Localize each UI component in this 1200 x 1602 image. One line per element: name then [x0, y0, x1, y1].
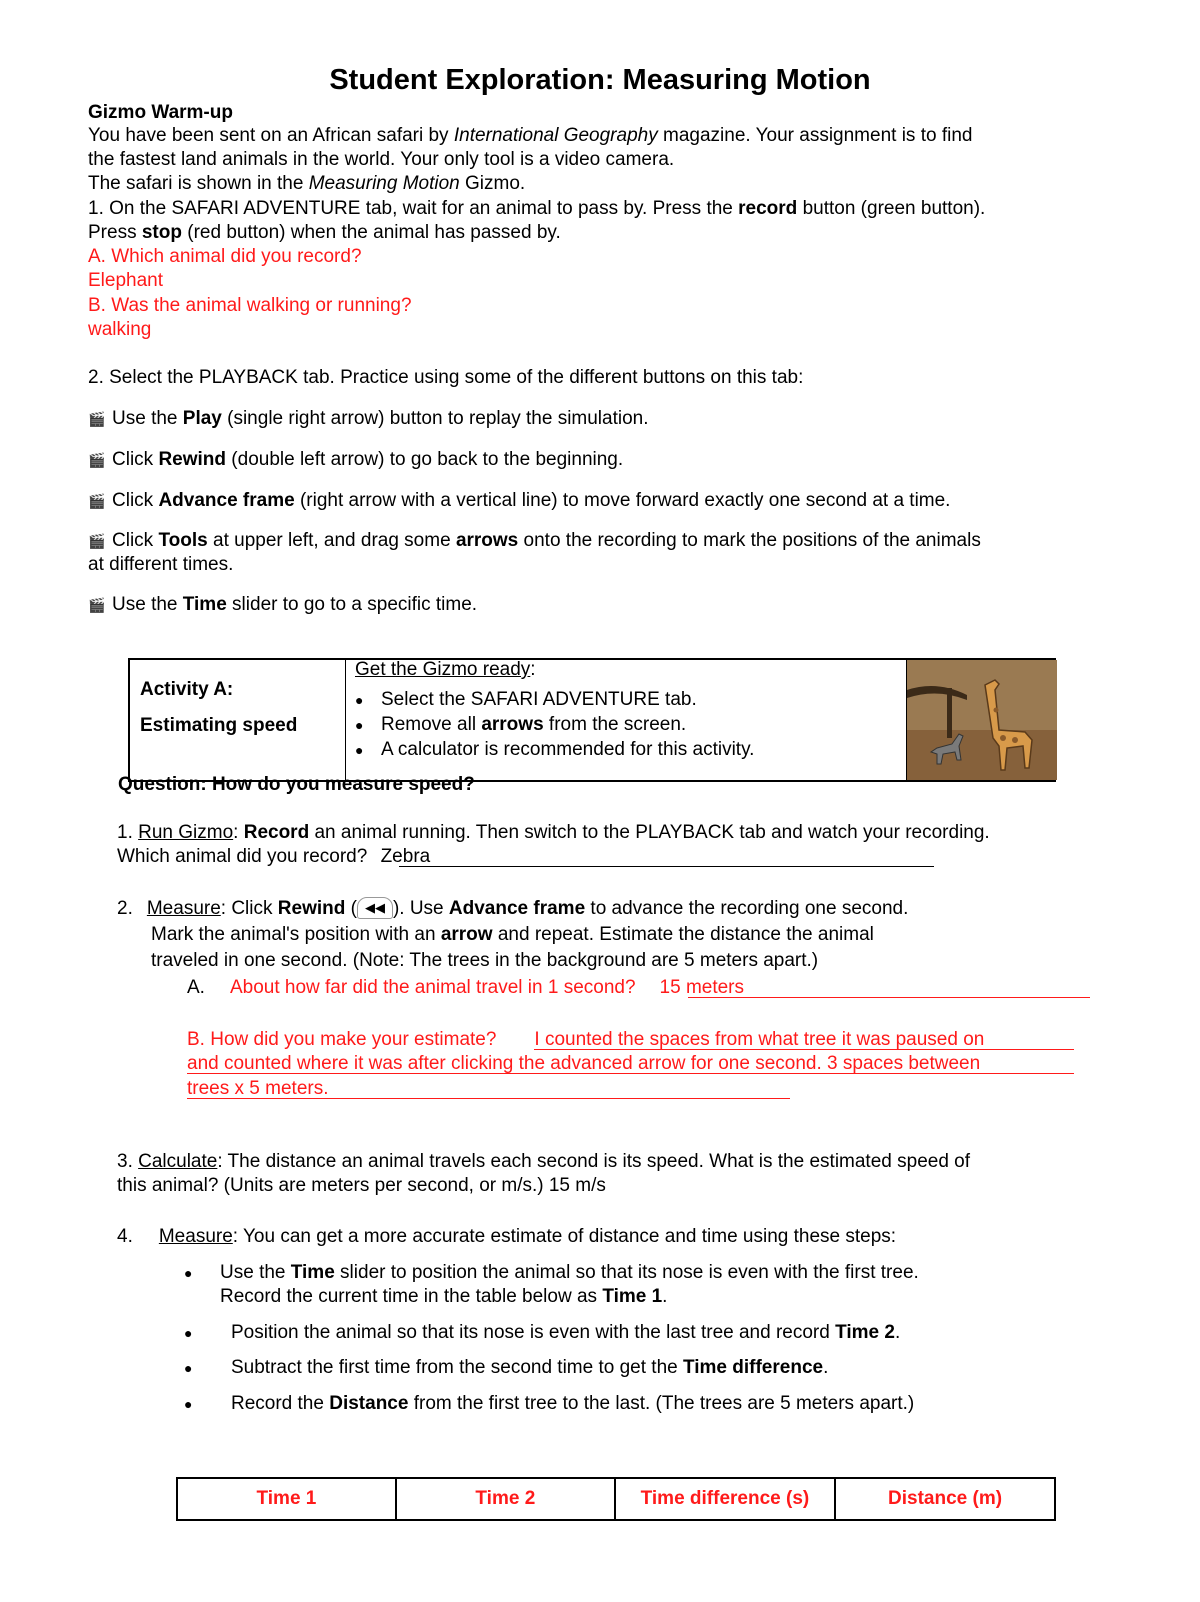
step-2: 2. Measure: Click Rewind ( ◀◀ ). Use Advance frame to advance the recording one second. — [117, 898, 909, 919]
table-header-cell: Time 2 — [396, 1478, 615, 1520]
step-2-line3: traveled in one second. (Note: The trees in the background are 5 meters apart.) — [151, 950, 819, 971]
page-title: Student Exploration: Measuring Motion — [329, 64, 871, 96]
step-2-answer-b: I counted the spaces from what tree it was paused on — [534, 1029, 985, 1050]
clapperboard-icon: 🎬 — [88, 533, 106, 549]
bullet-play: 🎬 Use the Play (single right arrow) button to replay the simulation. — [88, 408, 649, 429]
step-4: 4. Measure: You can get a more accurate estimate of distance and time using these steps: — [117, 1226, 897, 1247]
warmup-q1-line2: Press stop (red button) when the animal has passed by. — [88, 222, 561, 243]
clapperboard-icon: 🎬 — [88, 597, 106, 613]
step-4-item: ● Position the animal so that its nose is even with the last tree and record Time 2. — [184, 1322, 901, 1343]
ready-item: ● A calculator is recommended for this activity. — [355, 739, 755, 760]
answer-underline — [688, 997, 1090, 998]
answer-underline — [187, 1098, 790, 1099]
step-1: 1. Run Gizmo: Record an animal running. Then switch to the PLAYBACK tab and watch your recording. — [117, 822, 990, 843]
step-2-answer-b-line3: trees x 5 meters. — [187, 1078, 329, 1099]
step-3-line2: this animal? (Units are meters per second, or m/s.) 15 m/s — [117, 1175, 606, 1196]
bullet-tools-line2: at different times. — [88, 554, 234, 575]
warmup-intro-1: You have been sent on an African safari by International Geography magazine. Your assignment is to find — [88, 125, 973, 146]
data-table — [176, 1477, 1056, 1521]
answer-underline — [534, 1049, 1074, 1050]
table-header-row — [177, 1478, 1055, 1520]
step-3: 3. Calculate: The distance an animal travels each second is its speed. What is the estimated speed of — [117, 1151, 971, 1172]
activity-label: Activity A: — [140, 679, 234, 700]
warmup-answer-b: walking — [88, 319, 152, 340]
ready-heading: Get the Gizmo ready: — [355, 659, 536, 680]
answer-underline — [187, 1073, 1074, 1074]
warmup-q2: 2. Select the PLAYBACK tab. Practice using some of the different buttons on this tab: — [88, 367, 804, 388]
clapperboard-icon: 🎬 — [88, 493, 106, 509]
step-2-answer-b-line2: and counted where it was after clicking the advanced arrow for one second. 3 spaces between — [187, 1053, 981, 1074]
table-header-cell: Time difference (s) — [615, 1478, 835, 1520]
warmup-answer-a: Elephant — [88, 270, 164, 291]
warmup-q1: 1. On the SAFARI ADVENTURE tab, wait for an animal to pass by. Press the record button (green button). — [88, 198, 986, 219]
question-heading: Question: How do you measure speed? — [118, 774, 475, 795]
activity-box — [128, 658, 1056, 782]
warmup-question-b: B. Was the animal walking or running? — [88, 295, 412, 316]
bullet-tools: 🎬 Click Tools at upper left, and drag some arrows onto the recording to mark the positions of the animals — [88, 530, 981, 551]
step-1-line2: Which animal did you record? Zebra — [117, 846, 431, 867]
bullet-advance: 🎬 Click Advance frame (right arrow with a vertical line) to move forward exactly one second at a time. — [88, 490, 951, 511]
rewind-icon: ◀◀ — [357, 897, 393, 919]
warmup-heading: Gizmo Warm-up — [88, 102, 233, 123]
table-header-cell: Distance (m) — [835, 1478, 1055, 1520]
ready-item: ● Select the SAFARI ADVENTURE tab. — [355, 689, 697, 710]
warmup-question-a: A. Which animal did you record? — [88, 246, 362, 267]
step-4-item: ● Record the Distance from the first tree to the last. (The trees are 5 meters apart.) — [184, 1393, 915, 1414]
step-2-question-b: B. How did you make your estimate? I counted the spaces from what tree it was paused on — [187, 1029, 985, 1050]
step-4-item-line2: Record the current time in the table below as Time 1. — [220, 1286, 668, 1307]
activity-label-cell — [130, 660, 346, 780]
answer-underline — [399, 866, 934, 867]
warmup-intro-3: The safari is shown in the Measuring Motion Gizmo. — [88, 173, 526, 194]
step-2-line2: Mark the animal's position with an arrow and repeat. Estimate the distance the animal — [151, 924, 874, 945]
table-header-cell: Time 1 — [177, 1478, 396, 1520]
ready-item: ● Remove all arrows from the screen. — [355, 714, 687, 735]
safari-thumbnail — [906, 660, 1057, 780]
bullet-time: 🎬 Use the Time slider to go to a specific time. — [88, 594, 478, 615]
activity-subtitle: Estimating speed — [140, 715, 298, 736]
step-1-answer: Zebra — [380, 846, 431, 867]
step-2-answer-a: 15 meters — [659, 977, 745, 998]
step-4-item: ● Use the Time slider to position the animal so that its nose is even with the first tree. — [184, 1262, 919, 1283]
clapperboard-icon: 🎬 — [88, 411, 106, 427]
warmup-intro-2: the fastest land animals in the world. Your only tool is a video camera. — [88, 149, 675, 170]
clapperboard-icon: 🎬 — [88, 452, 106, 468]
step-4-item: ● Subtract the first time from the second time to get the Time difference. — [184, 1357, 829, 1378]
bullet-rewind: 🎬 Click Rewind (double left arrow) to go back to the beginning. — [88, 449, 624, 470]
step-2-question-a: A. About how far did the animal travel in 1 second? 15 meters — [187, 977, 745, 998]
